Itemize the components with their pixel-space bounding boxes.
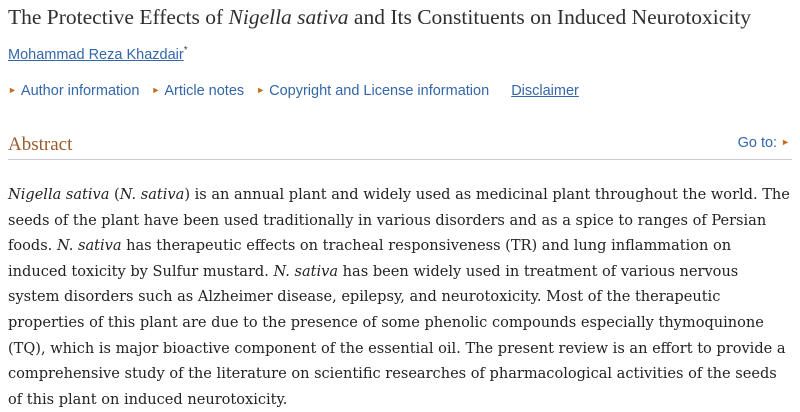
copyright-license-label: Copyright and License information [269, 83, 490, 99]
goto-label: Go to: [737, 135, 778, 151]
title-text-start: The Protective Effects of [8, 5, 229, 29]
author-footnote-mark: * [183, 45, 188, 56]
abstract-text: has therapeutic effects on tracheal responsiveness (TR) and lung inflammation on induced toxicity by Sulfur mustard. [8, 237, 732, 280]
author-link[interactable]: Mohammad Reza Khazdair [8, 46, 184, 63]
abstract-heading: Abstract [8, 134, 73, 155]
species-abbrev: N. sativa [56, 237, 122, 255]
goto-triangle-icon: ► [781, 137, 790, 147]
abstract-paragraph [8, 182, 794, 412]
author-line [8, 45, 188, 63]
author-information-label: Author information [20, 83, 140, 99]
article-meta-links [8, 83, 579, 99]
article-notes-label: Article notes [164, 83, 245, 99]
species-name: Nigella sativa [8, 186, 110, 203]
title-text-end: and Its Constituents on Induced Neurotoxicity [348, 5, 752, 29]
copyright-license-toggle[interactable] [256, 83, 489, 99]
abstract-text: ( [109, 186, 120, 203]
goto-menu-button[interactable] [738, 135, 790, 151]
expand-triangle-icon: ► [151, 85, 161, 95]
article-notes-toggle[interactable] [151, 83, 244, 99]
abstract-text: has been widely used in treatment of various nervous system disorders such as Alzheimer disease, epilepsy, and neurotoxicity. Most of the therapeutic properties of this plant are due to the presence of some phenolic compounds especially thymoquinone (TQ), which is major bioactive component of the essential oil. The present review is an effort to provide a comprehensive study of the literature on scientific researches of pharmacological activities of the seeds of this plant on induced neurotoxicity. [8, 262, 786, 408]
expand-triangle-icon: ► [256, 85, 266, 95]
species-abbrev: N. sativa [273, 262, 339, 280]
species-abbrev: N. sativa [119, 186, 185, 203]
abstract-text: ) is an annual plant and widely used as medicinal plant throughout the world. The seeds of the plant have been used traditionally in various disorders and as a spice to ranges of Persian foods. [8, 186, 790, 255]
article-title [8, 5, 751, 30]
title-species-name: Nigella sativa [228, 5, 349, 29]
expand-triangle-icon: ► [8, 85, 17, 95]
section-divider [8, 159, 792, 160]
author-information-toggle[interactable] [8, 83, 139, 99]
disclaimer-link[interactable]: Disclaimer [511, 83, 579, 99]
